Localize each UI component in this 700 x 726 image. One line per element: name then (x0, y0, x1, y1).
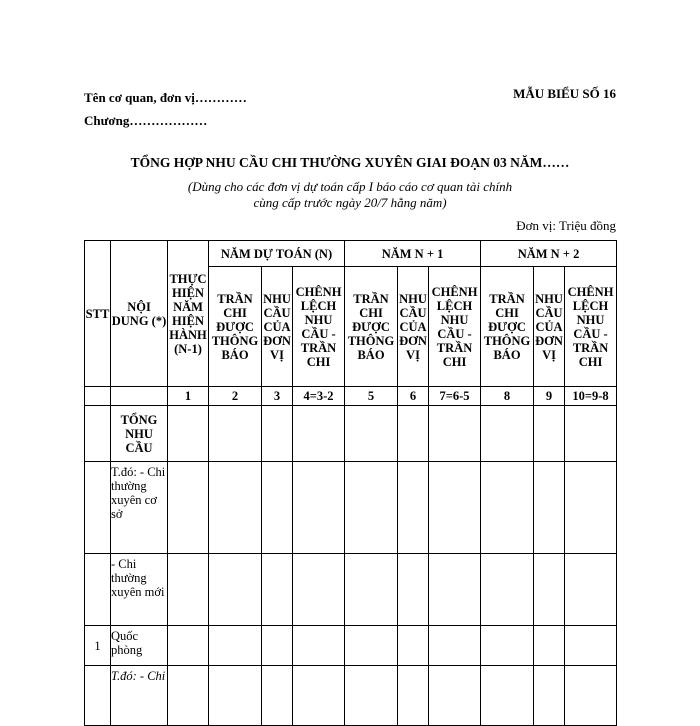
table-cell (168, 554, 209, 626)
table-cell (534, 554, 565, 626)
table-cell (345, 554, 398, 626)
table-cell (534, 626, 565, 666)
table-cell (293, 626, 345, 666)
table-cell (345, 666, 398, 726)
table-cell (293, 406, 345, 462)
table-row (85, 666, 617, 726)
table-cell (345, 462, 398, 554)
table-cell (398, 666, 429, 726)
row-content: TỔNG NHU CẦU (111, 406, 168, 462)
sub-header-need: NHU CẦU CỦA ĐƠN VỊ (398, 267, 429, 387)
row-stt (85, 406, 111, 462)
summary-table (84, 240, 617, 726)
table-cell (481, 462, 534, 554)
sub-header-ceiling: TRẦN CHI ĐƯỢC THÔNG BÁO (209, 267, 262, 387)
sub-header-ceiling: TRẦN CHI ĐƯỢC THÔNG BÁO (345, 267, 398, 387)
table-cell (429, 554, 481, 626)
table-cell (293, 554, 345, 626)
col-header-content: NỘI DUNG (*) (111, 241, 168, 387)
table-cell (111, 387, 168, 406)
table-row (85, 462, 617, 554)
table-cell (565, 626, 617, 666)
table-cell (481, 406, 534, 462)
table-cell (565, 666, 617, 726)
table-row (85, 406, 617, 462)
table-cell (262, 666, 293, 726)
column-number-row (85, 387, 617, 406)
row-content: Quốc phòng (111, 626, 168, 666)
table-cell (209, 666, 262, 726)
table-cell (85, 387, 111, 406)
table-cell (429, 666, 481, 726)
table-cell (398, 626, 429, 666)
column-number: 2 (209, 387, 262, 406)
row-stt (85, 666, 111, 726)
table-cell (534, 462, 565, 554)
table-cell (168, 406, 209, 462)
column-number: 8 (481, 387, 534, 406)
row-stt: 1 (85, 626, 111, 666)
column-number: 5 (345, 387, 398, 406)
column-number: 6 (398, 387, 429, 406)
table-cell (534, 406, 565, 462)
table-cell (293, 666, 345, 726)
table-cell (565, 462, 617, 554)
table-cell (345, 626, 398, 666)
table-row (85, 626, 617, 666)
unit-label: Đơn vị: Triệu đồng (516, 218, 616, 233)
column-number: 1 (168, 387, 209, 406)
page-subtitle: (Dùng cho các đơn vị dự toán cấp I báo cáo cơ quan tài chính cùng cấp trước ngày 20/7 hằng năm) (187, 179, 513, 210)
header-left (84, 86, 247, 132)
form-number: MẪU BIỂU SỐ 16 (513, 86, 616, 101)
row-content: - Chi thường xuyên mới (111, 554, 168, 626)
col-header-stt: STT (85, 241, 111, 387)
group-header-n2: NĂM N + 2 (481, 241, 617, 267)
table-cell (398, 406, 429, 462)
table-cell (262, 462, 293, 554)
chapter-label: Chương……………… (84, 113, 208, 128)
col-header-actual: THỰC HIỆN NĂM HIỆN HÀNH (N-1) (168, 241, 209, 387)
table-cell (345, 406, 398, 462)
page-title: TỔNG HỢP NHU CẦU CHI THƯỜNG XUYÊN GIAI ĐOẠN 03 NĂM…… (130, 155, 570, 170)
table-cell (481, 666, 534, 726)
table-cell (209, 406, 262, 462)
table-cell (168, 462, 209, 554)
table-cell (209, 462, 262, 554)
column-number: 10=9-8 (565, 387, 617, 406)
row-stt (85, 554, 111, 626)
table-cell (168, 666, 209, 726)
sub-header-diff: CHÊNH LỆCH NHU CẦU - TRẦN CHI (565, 267, 617, 387)
table-cell (262, 406, 293, 462)
table-cell (293, 462, 345, 554)
sub-header-need: NHU CẦU CỦA ĐƠN VỊ (534, 267, 565, 387)
column-number: 9 (534, 387, 565, 406)
sub-header-diff: CHÊNH LỆCH NHU CẦU - TRẦN CHI (293, 267, 345, 387)
table-cell (262, 554, 293, 626)
sub-header-ceiling: TRẦN CHI ĐƯỢC THÔNG BÁO (481, 267, 534, 387)
table-cell (209, 626, 262, 666)
group-header-n1: NĂM N + 1 (345, 241, 481, 267)
column-number: 7=6-5 (429, 387, 481, 406)
table-cell (429, 462, 481, 554)
table-cell (429, 626, 481, 666)
table-row (85, 554, 617, 626)
column-number: 4=3-2 (293, 387, 345, 406)
table-cell (429, 406, 481, 462)
row-content: T.đó: - Chi thường xuyên cơ sở (111, 462, 168, 554)
table-cell (262, 626, 293, 666)
table-cell (209, 554, 262, 626)
column-number: 3 (262, 387, 293, 406)
org-label: Tên cơ quan, đơn vị………… (84, 90, 247, 105)
table-cell (534, 666, 565, 726)
table-cell (481, 626, 534, 666)
table-cell (481, 554, 534, 626)
sub-header-diff: CHÊNH LỆCH NHU CẦU - TRẦN CHI (429, 267, 481, 387)
table-cell (398, 554, 429, 626)
row-stt (85, 462, 111, 554)
table-cell (565, 554, 617, 626)
row-content: T.đó: - Chi (111, 666, 168, 726)
group-header-estimate: NĂM DỰ TOÁN (N) (209, 241, 345, 267)
table-cell (565, 406, 617, 462)
sub-header-need: NHU CẦU CỦA ĐƠN VỊ (262, 267, 293, 387)
table-cell (398, 462, 429, 554)
table-cell (168, 626, 209, 666)
